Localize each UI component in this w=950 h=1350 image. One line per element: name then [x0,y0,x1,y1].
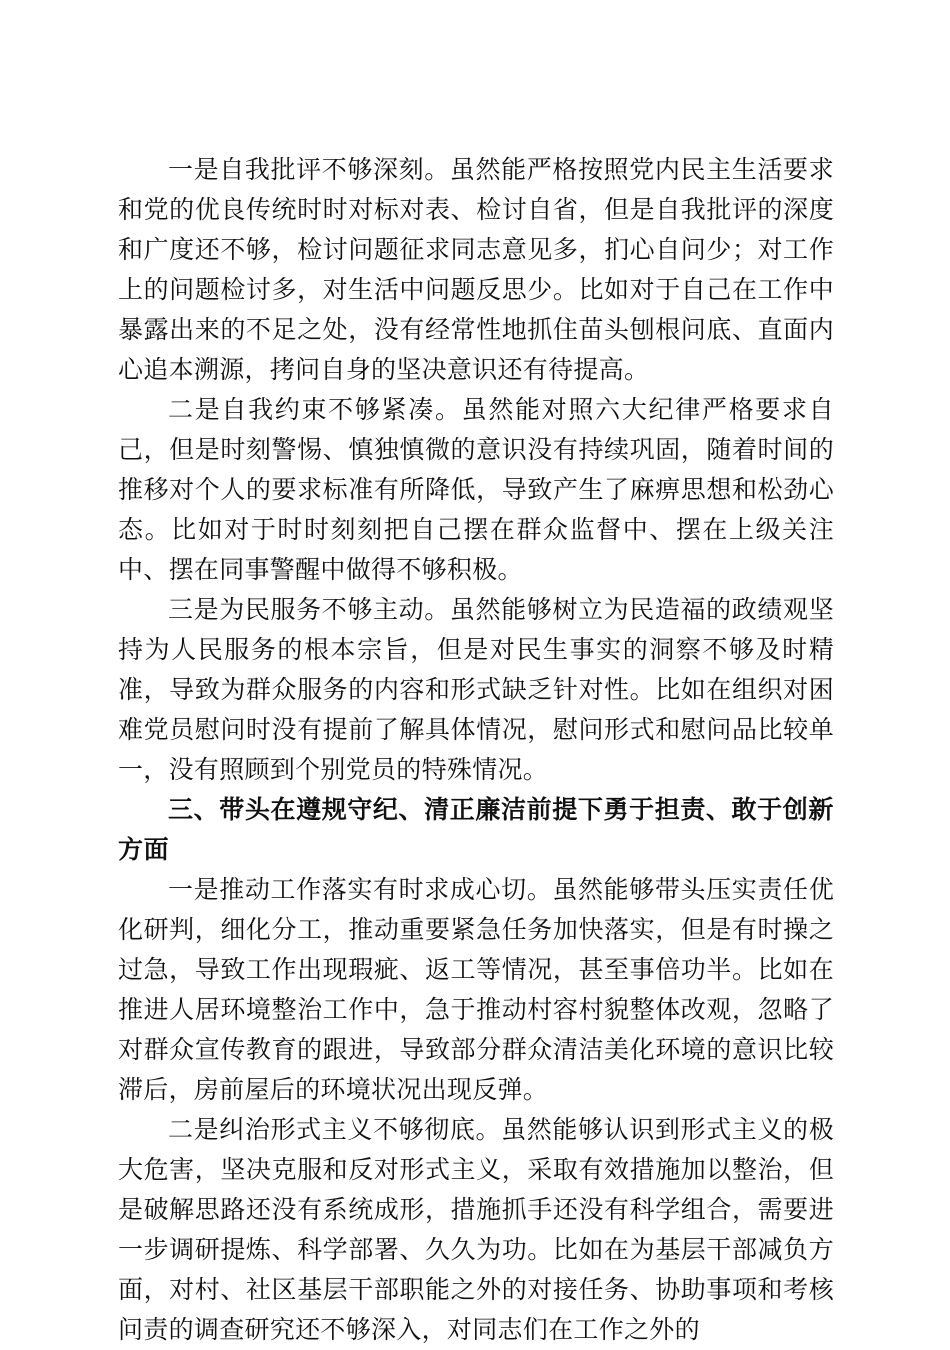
paragraph-self-discipline: 二是自我约束不够紧凑。虽然能对照六大纪律严格要求自己，但是时刻警惕、慎独慎微的意识没有持续巩固，随着时间的推移对个人的要求标准有所降低，导致产生了麻痹思想和松劲心态。比如对于时时刻刻把自己摆在群众监督中、摆在上级关注中、摆在同事警醒中做得不够积极。 [118,395,834,584]
paragraph-formalism: 二是纠治形式主义不够彻底。虽然能够认识到形式主义的极大危害，坚决克服和反对形式主义，采取有效措施加以整治，但是破解思路还没有系统成形，措施抓手还没有科学组合，需要进一步调研提炼、科学部署、久久为功。比如在为基层干部减负方面，对村、社区基层干部职能之外的对接任务、协助事项和考核问责的调查研究还不够深入，对同志们在工作之外的 [118,1115,834,1344]
paragraph-work-implementation: 一是推动工作落实有时求成心切。虽然能够带头压实责任优化研判，细化分工，推动重要紧急任务加快落实，但是有时操之过急，导致工作出现瑕疵、返工等情况，甚至事倍功半。比如在推进人居环境整治工作中，急于推动村容村貌整体改观，忽略了对群众宣传教育的跟进，导致部分群众清洁美化环境的意识比较滞后，房前屋后的环境状况出现反弹。 [118,875,834,1104]
document-body [118,150,834,1350]
section-heading: 三、带头在遵规守纪、清正廉洁前提下勇于担责、敢于创新方面 [118,795,834,864]
paragraph-service-to-people: 三是为民服务不够主动。虽然能够树立为民造福的政绩观坚持为人民服务的根本宗旨，但是对民生事实的洞察不够及时精准，导致为群众服务的内容和形式缺乏针对性。比如在组织对困难党员慰问时没有提前了解具体情况，慰问形式和慰问品比较单一，没有照顾到个别党员的特殊情况。 [118,595,834,784]
paragraph-self-criticism: 一是自我批评不够深刻。虽然能严格按照党内民主生活要求和党的优良传统时时对标对表、检讨自省，但是自我批评的深度和广度还不够，检讨问题征求同志意见多，扪心自问少；对工作上的问题检讨多，对生活中问题反思少。比如对于自己在工作中暴露出来的不足之处，没有经常性地抓住苗头刨根问底、直面内心追本溯源，拷问自身的坚决意识还有待提高。 [118,155,834,384]
